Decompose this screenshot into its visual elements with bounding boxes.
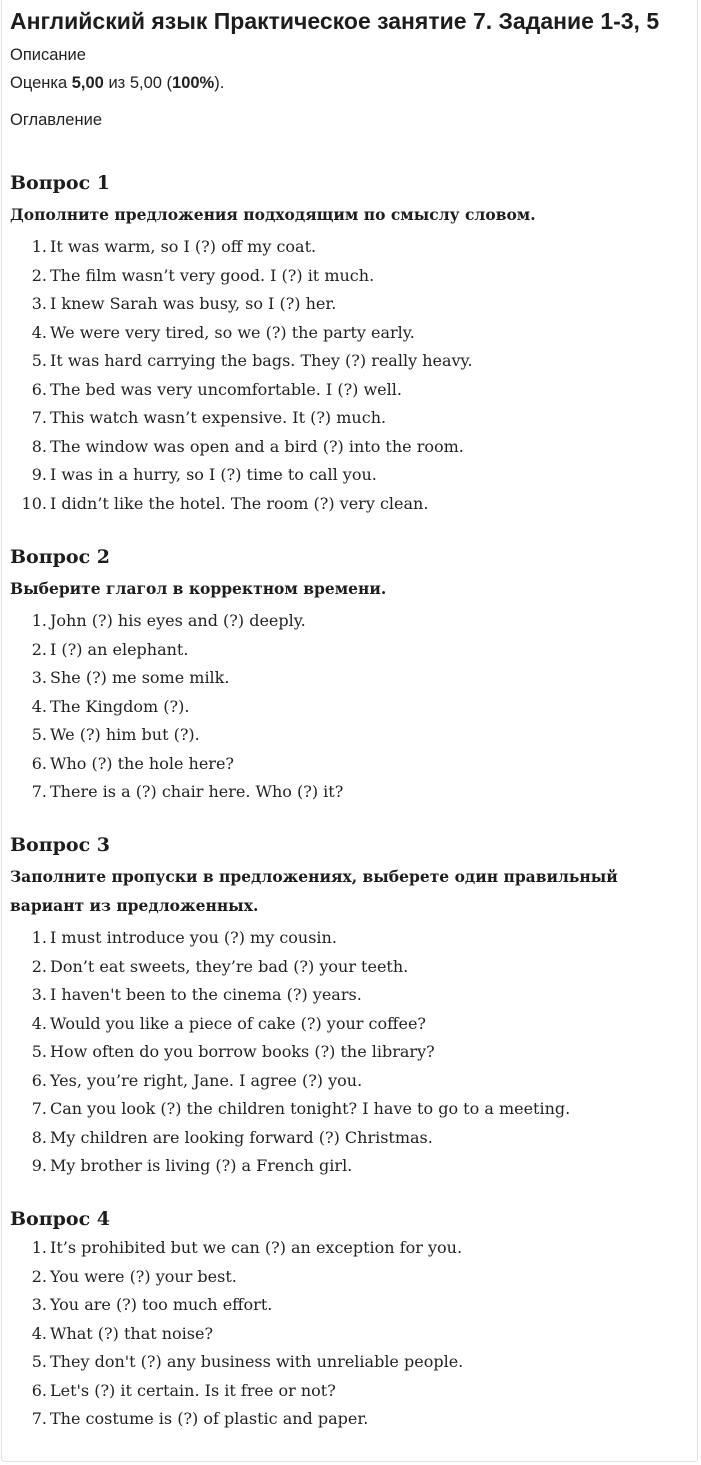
list-item: 10. I didn’t like the hotel. The room (?) very clean.: [21, 493, 429, 513]
grade-percent: 100%: [172, 74, 215, 92]
question-title: Вопрос 4: [10, 1208, 111, 1230]
list-item: 9. I was in a hurry, so I (?) time to call you.: [31, 465, 377, 484]
list-item: 9. My brother is living (?) a French girl.: [31, 1156, 353, 1175]
list-item: 2. The film wasn’t very good. I (?) it much.: [31, 265, 375, 285]
question-3: [10, 832, 690, 1181]
list-item: 4. The Kingdom (?).: [31, 696, 190, 716]
content-card: [1, 0, 698, 1462]
list-item: 5. It was hard carrying the bags. They (?) really heavy.: [31, 351, 473, 370]
list-item: 4. Would you like a piece of cake (?) your coffee?: [31, 1013, 426, 1033]
list-item: 2. Don’t eat sweets, they’re bad (?) your teeth.: [31, 956, 409, 976]
list-item: 1. It’s prohibited but we can (?) an exception for you.: [31, 1238, 463, 1257]
page-title: Английский язык Практическое занятие 7. Задание 1-3, 5: [10, 8, 660, 34]
list-item: 2. I (?) an elephant.: [31, 639, 189, 659]
grade-value: 5,00: [71, 74, 104, 92]
list-item: 6. Yes, you’re right, Jane. I agree (?) you.: [31, 1070, 363, 1090]
list-item: 3. I haven't been to the cinema (?) years.: [31, 985, 362, 1004]
list-item: 7. Can you look (?) the children tonight? I have to go to a meeting.: [31, 1099, 571, 1118]
list-item: 3. You are (?) too much effort.: [31, 1295, 273, 1314]
list-item: 3. I knew Sarah was busy, so I (?) her.: [31, 294, 337, 313]
list-item: 7. There is a (?) chair here. Who (?) it?: [31, 782, 344, 801]
question-1: [10, 170, 690, 518]
question-instruction: Дополните предложения подходящим по смыслу словом.: [10, 205, 536, 224]
list-item: 3. She (?) me some milk.: [31, 668, 230, 687]
list-item: 7. The costume is (?) of plastic and paper.: [31, 1409, 369, 1428]
list-item: 7. This watch wasn’t expensive. It (?) much.: [31, 408, 387, 427]
list-item: 6. Who (?) the hole here?: [31, 753, 234, 773]
list-item: 8. The window was open and a bird (?) into the room.: [31, 436, 464, 456]
list-item: 6. Let's (?) it certain. Is it free or not?: [31, 1380, 336, 1400]
question-instruction-line-2: вариант из предложенных.: [10, 896, 259, 915]
list-item: 6. The bed was very uncomfortable. I (?) well.: [31, 379, 402, 399]
description-label: Описание: [10, 46, 86, 64]
list-item: 5. How often do you borrow books (?) the library?: [31, 1042, 435, 1061]
page-content: [10, 6, 690, 130]
question-items: [10, 607, 690, 807]
question-2: [10, 544, 690, 807]
question-title: Вопрос 3: [10, 834, 111, 856]
question-instruction: Выберите глагол в корректном времени.: [10, 579, 387, 598]
question-items: [10, 1234, 690, 1434]
question-4: [10, 1206, 690, 1434]
grade-line: [10, 72, 690, 94]
list-item: 8. My children are looking forward (?) Christmas.: [31, 1127, 433, 1147]
toc-label: Оглавление: [10, 111, 102, 129]
question-instruction-line-1: Заполните пропуски в предложениях, выберете один правильный: [10, 867, 618, 886]
list-item: 4. What (?) that noise?: [31, 1323, 214, 1343]
list-item: 1. It was warm, so I (?) off my coat.: [31, 237, 317, 256]
grade-prefix: Оценка: [10, 74, 68, 92]
question-items: [10, 924, 690, 1181]
list-item: 2. You were (?) your best.: [31, 1266, 237, 1286]
question-items: [10, 233, 690, 518]
list-item: 1. I must introduce you (?) my cousin.: [31, 928, 337, 947]
list-item: 1. John (?) his eyes and (?) deeply.: [31, 611, 306, 630]
list-item: 5. They don't (?) any business with unreliable people.: [31, 1352, 464, 1371]
question-title: Вопрос 1: [10, 172, 111, 194]
list-item: 5. We (?) him but (?).: [31, 725, 200, 744]
question-title: Вопрос 2: [10, 546, 111, 568]
grade-suffix: ).: [214, 74, 225, 92]
grade-middle: из 5,00 (: [108, 74, 173, 92]
list-item: 4. We were very tired, so we (?) the party early.: [31, 322, 415, 342]
